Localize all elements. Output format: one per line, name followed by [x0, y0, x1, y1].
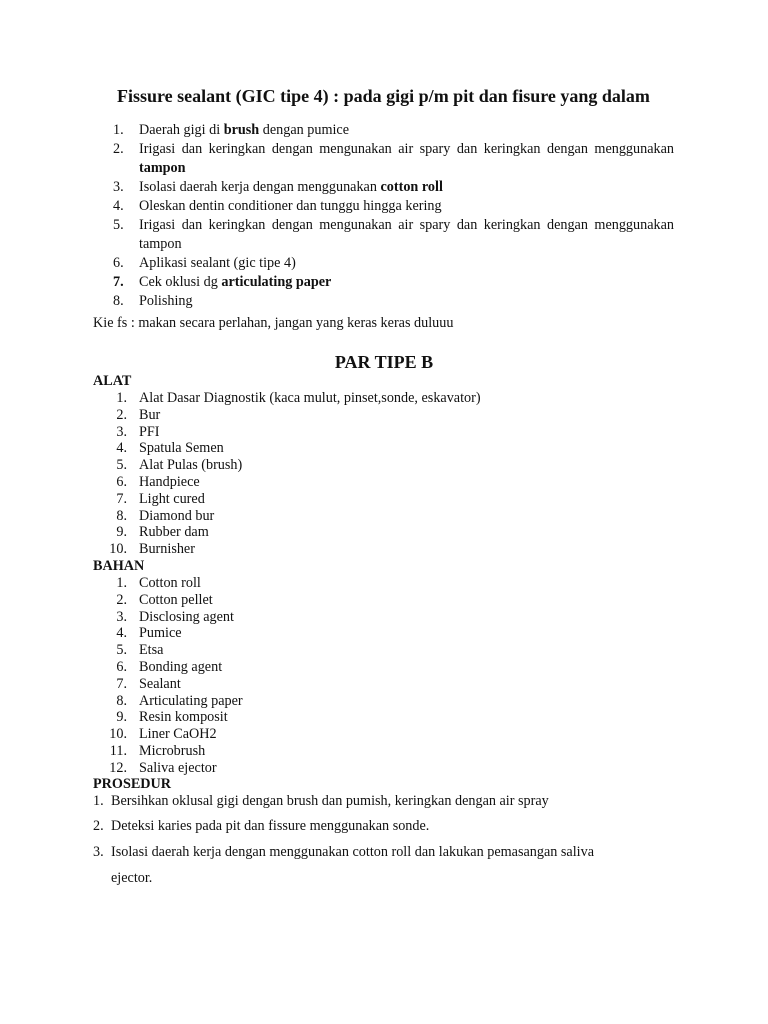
- step-text: Isolasi daerah kerja dengan menggunakan: [139, 179, 381, 195]
- step-number: 4.: [113, 198, 124, 214]
- list-item: [0, 508, 768, 525]
- item-text: Spatula Semen: [139, 440, 224, 457]
- item-text: Alat Dasar Diagnostik (kaca mulut, pinset,sonde, eskavator): [139, 390, 481, 406]
- item-text: Resin komposit: [139, 709, 228, 726]
- list-item: [0, 273, 768, 292]
- item-number: 2.: [116, 406, 127, 423]
- list-item: [0, 592, 768, 609]
- item-number: 10.: [109, 726, 127, 743]
- list-item: [0, 140, 768, 178]
- bahan-list: [0, 575, 768, 777]
- item-number: 12.: [109, 759, 127, 776]
- list-item: [0, 216, 768, 254]
- list-item: [0, 609, 768, 626]
- item-number: 5.: [116, 457, 127, 474]
- list-item: [0, 642, 768, 659]
- item-text-continued: ejector.: [111, 870, 153, 886]
- item-text: Disclosing agent: [139, 608, 234, 625]
- list-item: [0, 292, 768, 311]
- item-number: 8.: [116, 692, 127, 709]
- list-item: [0, 625, 768, 642]
- list-item: [0, 491, 768, 508]
- item-number: 10.: [109, 541, 127, 558]
- step-number: 3.: [113, 179, 124, 195]
- kie-note: Kie fs : makan secara perlahan, jangan yang keras keras duluuu: [93, 315, 454, 331]
- item-text: PFI: [139, 423, 160, 440]
- item-number: 1.: [116, 575, 127, 591]
- item-text: Deteksi karies pada pit dan fissure menggunakan sonde.: [111, 818, 430, 834]
- section-heading: PAR TIPE B: [334, 352, 434, 372]
- item-number: 4.: [116, 440, 127, 457]
- item-number: 5.: [116, 642, 127, 659]
- item-text: Bonding agent: [139, 658, 223, 675]
- item-text: Pumice: [139, 625, 182, 642]
- list-item: [0, 178, 768, 197]
- step-bold: brush: [223, 122, 260, 138]
- list-item: [0, 676, 768, 693]
- list-item: [0, 709, 768, 726]
- step-number: 6.: [113, 255, 124, 271]
- list-item: [0, 197, 768, 216]
- item-number: 2.: [116, 591, 127, 608]
- item-number: 6.: [116, 473, 127, 490]
- prosedur-label: PROSEDUR: [93, 776, 172, 792]
- item-text: Rubber dam: [139, 524, 209, 541]
- step-number: 1.: [113, 122, 124, 138]
- item-text: Liner CaOH2: [139, 726, 217, 743]
- list-item: [0, 121, 768, 140]
- item-text: Articulating paper: [139, 692, 243, 709]
- item-text: Bersihkan oklusal gigi dengan brush dan pumish, keringkan dengan air spray: [111, 793, 549, 809]
- list-item: [0, 390, 768, 407]
- list-item: [0, 743, 768, 760]
- list-item: [0, 254, 768, 273]
- bahan-label: BAHAN: [93, 558, 145, 574]
- item-text: Isolasi daerah kerja dengan menggunakan cotton roll dan lakukan pemasangan saliva: [111, 844, 594, 860]
- step-bold: cotton roll: [380, 179, 443, 195]
- step-text-post: dengan pumice: [259, 122, 350, 138]
- item-number: 9.: [116, 524, 127, 541]
- item-text: Saliva ejector: [139, 759, 217, 776]
- item-text: Sealant: [139, 675, 181, 692]
- item-text: Alat Pulas (brush): [139, 457, 243, 474]
- fissure-sealant-steps: [0, 121, 768, 311]
- item-text: Etsa: [139, 642, 164, 659]
- list-item: [0, 474, 768, 491]
- step-text: Polishing: [139, 293, 193, 309]
- item-number: 7.: [116, 490, 127, 507]
- item-text: Microbrush: [139, 742, 206, 759]
- item-number: 2.: [93, 818, 104, 834]
- step-text: Cek oklusi dg: [139, 274, 222, 290]
- list-item: [0, 726, 768, 743]
- item-number: 9.: [116, 709, 127, 726]
- step-bold: articulating paper: [221, 274, 332, 290]
- item-number: 3.: [116, 423, 127, 440]
- item-text: Bur: [139, 406, 161, 423]
- list-item: [0, 457, 768, 474]
- list-item: [0, 659, 768, 676]
- step-number: 8.: [113, 293, 124, 309]
- list-item: [0, 407, 768, 424]
- step-number: 2.: [113, 141, 124, 157]
- item-number: 11.: [109, 742, 127, 759]
- step-text: Irigasi dan keringkan dengan mengunakan air spary dan keringkan dengan menggunakan: [139, 141, 674, 157]
- list-item: [0, 693, 768, 710]
- item-text: Cotton roll: [139, 575, 201, 591]
- list-item: [0, 424, 768, 441]
- item-text: Handpiece: [139, 473, 200, 490]
- list-item: [0, 541, 768, 558]
- item-text: Cotton pellet: [139, 591, 213, 608]
- step-text: Daerah gigi di: [139, 122, 224, 138]
- item-number: 3.: [93, 844, 104, 860]
- item-number: 7.: [116, 675, 127, 692]
- item-text: Burnisher: [139, 541, 195, 558]
- item-number: 1.: [116, 390, 127, 406]
- list-item: [0, 575, 768, 592]
- item-text: Light cured: [139, 490, 205, 507]
- step-bold: tampon: [139, 160, 186, 176]
- step-text: Aplikasi sealant (gic tipe 4): [139, 255, 296, 271]
- item-text: Diamond bur: [139, 507, 215, 524]
- step-number: 7.: [113, 274, 124, 290]
- step-number: 5.: [113, 217, 124, 233]
- list-item: [0, 760, 768, 777]
- alat-label: ALAT: [93, 373, 132, 389]
- list-item: [0, 524, 768, 541]
- item-number: 1.: [93, 793, 104, 809]
- item-number: 4.: [116, 625, 127, 642]
- step-text: Oleskan dentin conditioner dan tunggu hingga kering: [139, 198, 442, 214]
- list-item: [0, 440, 768, 457]
- alat-list: [0, 390, 768, 558]
- item-number: 6.: [116, 658, 127, 675]
- page-title: Fissure sealant (GIC tipe 4) : pada gigi p/m pit dan fisure yang dalam: [117, 86, 650, 106]
- item-number: 3.: [116, 608, 127, 625]
- item-number: 8.: [116, 507, 127, 524]
- step-text: Irigasi dan keringkan dengan mengunakan air spary dan keringkan dengan menggunakan tampon: [139, 217, 674, 252]
